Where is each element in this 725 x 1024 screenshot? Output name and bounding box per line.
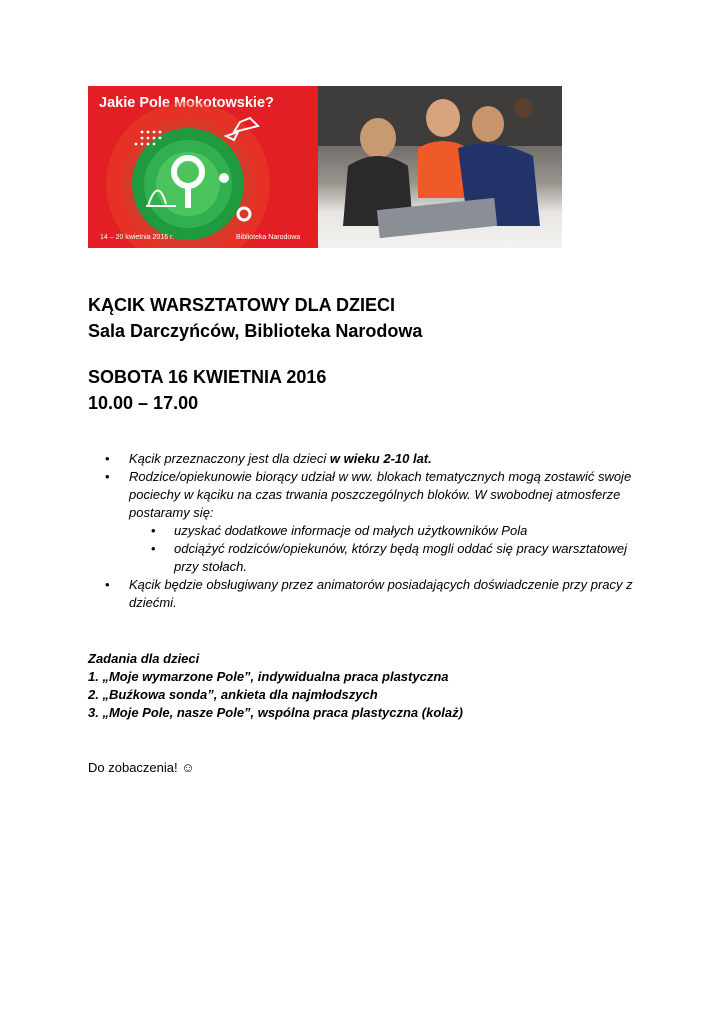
info-item-parents: • Rodzice/opiekunowie biorący udział w ww. blokach tematycznych mogą zostawić swoje pociechy w kąciku na czas trwania poszczególnych bloków. W swobodnej atmosferze postaramy się: • uzyskać dodatkowe informacje od małych użytkowników Pola • odciążyć rodziców/opiekunów, którzy będą mogli oddać się pracy warsztatowej przy stołach. xyxy=(88,468,648,576)
info-subitem-information: • uzyskać dodatkowe informacje od małych użytkowników Pola xyxy=(129,522,648,540)
tasks-section xyxy=(88,650,648,722)
banner-title: Jakie Pole Mokotowskie? xyxy=(99,95,274,111)
task-3: 3. „Moje Pole, nasze Pole”, wspólna praca plastyczna (kolaż) xyxy=(88,705,463,720)
heading-date: SOBOTA 16 KWIETNIA 2016 xyxy=(88,367,327,387)
task-2: 2. „Buźkowa sonda”, ankieta dla najmłodszych xyxy=(88,687,378,702)
info-sublist xyxy=(129,522,648,576)
info-list xyxy=(88,450,648,612)
task-1: 1. „Moje wymarzone Pole”, indywidualna praca plastyczna xyxy=(88,669,449,684)
document-body xyxy=(88,292,648,777)
info-item-age: • Kącik przeznaczony jest dla dzieci w wieku 2-10 lat. xyxy=(88,450,648,468)
tasks-title: Zadania dla dzieci xyxy=(88,651,200,666)
heading-time: 10.00 – 17.00 xyxy=(88,393,199,413)
event-banner xyxy=(88,86,562,248)
heading-venue: Sala Darczyńców, Biblioteka Narodowa xyxy=(88,321,423,341)
heading-workshop: KĄCIK WARSZTATOWY DLA DZIECI xyxy=(88,295,395,315)
info-item-animators: • Kącik będzie obsługiwany przez animatorów posiadających doświadczenie przy pracy z dziećmi. xyxy=(88,576,648,612)
people-photo-icon xyxy=(318,86,562,248)
closing-text: Do zobaczenia! ☺ xyxy=(88,760,195,775)
banner-organizer: Biblioteka Narodowa xyxy=(236,234,301,241)
green-circle-logo-icon xyxy=(88,86,318,248)
banner-dates: 14 – 20 kwietnia 2016 r. xyxy=(100,234,174,241)
workshop-photo xyxy=(318,86,562,248)
info-subitem-relief: • odciążyć rodziców/opiekunów, którzy będą mogli oddać się pracy warsztatowej przy stołach. xyxy=(129,540,648,576)
banner-graphic xyxy=(88,86,318,248)
